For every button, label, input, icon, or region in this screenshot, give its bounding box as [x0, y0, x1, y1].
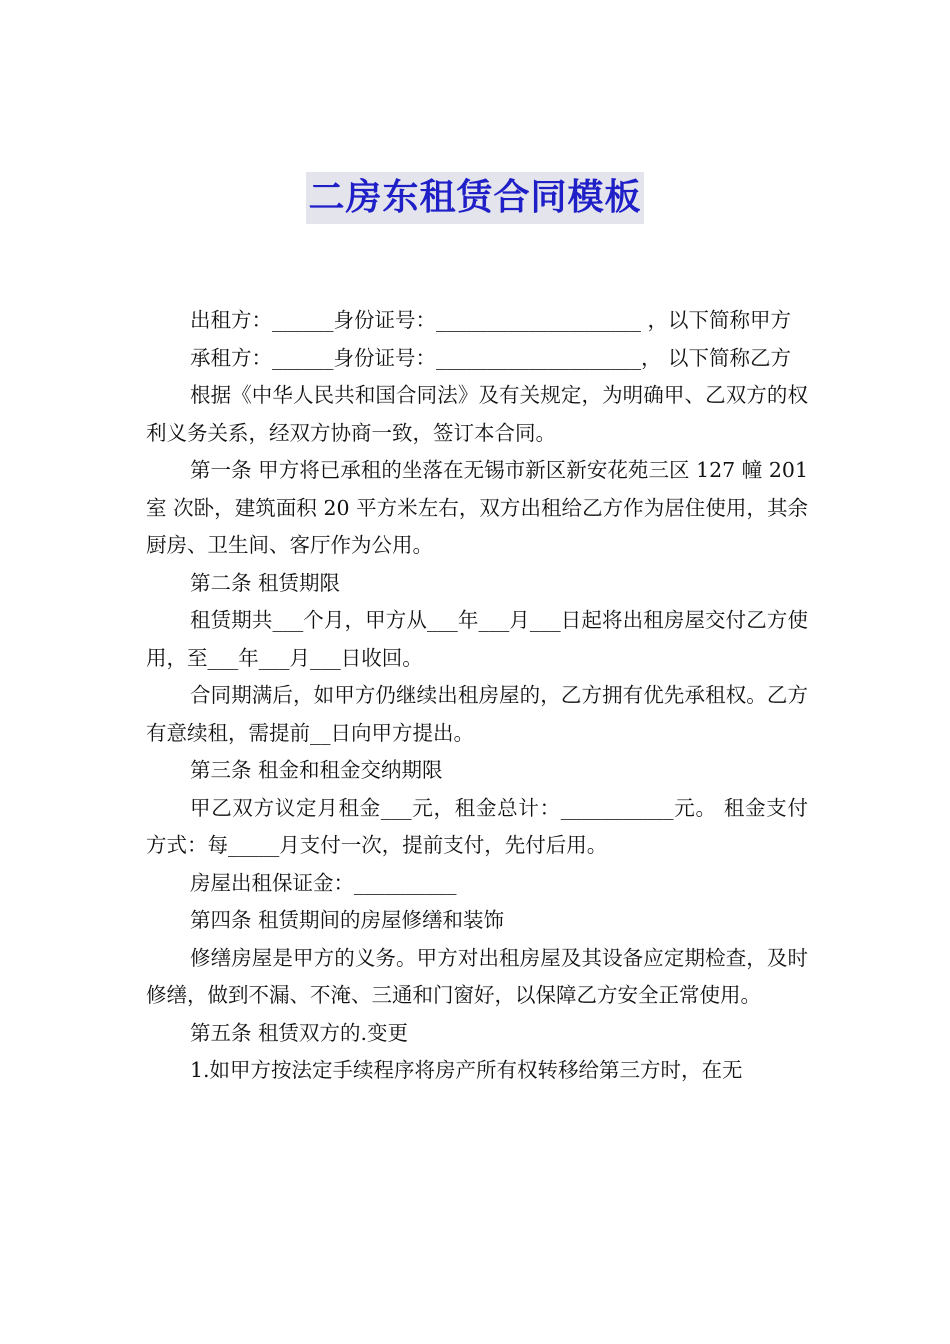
- paragraph-renewal: 合同期满后，如甲方仍继续出租房屋的，乙方拥有优先承租权。乙方有意续租，需提前__日向甲方提出。: [146, 683, 808, 745]
- heading-article-2: 第二条 租赁期限: [190, 570, 341, 595]
- paragraph-lease-term: 租赁期共___个月，甲方从___年___月___日起将出租房屋交付乙方使用，至___年___月___日收回。: [146, 608, 808, 670]
- paragraph-lessee: 承租方：______身份证号：____________________， 以下简称乙方: [190, 345, 792, 370]
- document-title: 二房东租赁合同模板: [306, 172, 643, 224]
- paragraph-transfer: 1.如甲方按法定手续程序将房产所有权转移给第三方时，在无: [190, 1058, 743, 1082]
- heading-article-3: 第三条 租金和租金交纳期限: [190, 758, 443, 782]
- paragraph-lessor: 出租方：______身份证号：____________________ ，以下简称甲方: [190, 308, 792, 332]
- paragraph-article-1: 第一条 甲方将已承租的坐落在无锡市新区新安花苑三区 127 幢 201 室 次卧，建筑面积 20 平方米左右，双方出租给乙方作为居住使用，其余厨房、卫生间、客厅作为公用。: [146, 458, 808, 557]
- paragraph-deposit: 房屋出租保证金：__________: [190, 870, 457, 895]
- heading-article-5: 第五条 租赁双方的.变更: [190, 1020, 409, 1045]
- heading-article-4: 第四条 租赁期间的房屋修缮和装饰: [190, 908, 505, 932]
- paragraph-repairs: 修缮房屋是甲方的义务。甲方对出租房屋及其设备应定期检查，及时修缮，做到不漏、不淹、三通和门窗好，以保障乙方安全正常使用。: [146, 945, 808, 1007]
- title-container: [0, 172, 950, 224]
- paragraph-rent: 甲乙双方议定月租金___元，租金总计：___________元。 租金支付方式：每_____月支付一次，提前支付，先付后用。: [146, 795, 808, 857]
- document-body: [146, 302, 808, 1090]
- paragraph-preamble: 根据《中华人民共和国合同法》及有关规定，为明确甲、乙双方的权利义务关系，经双方协商一致，签订本合同。: [146, 383, 808, 445]
